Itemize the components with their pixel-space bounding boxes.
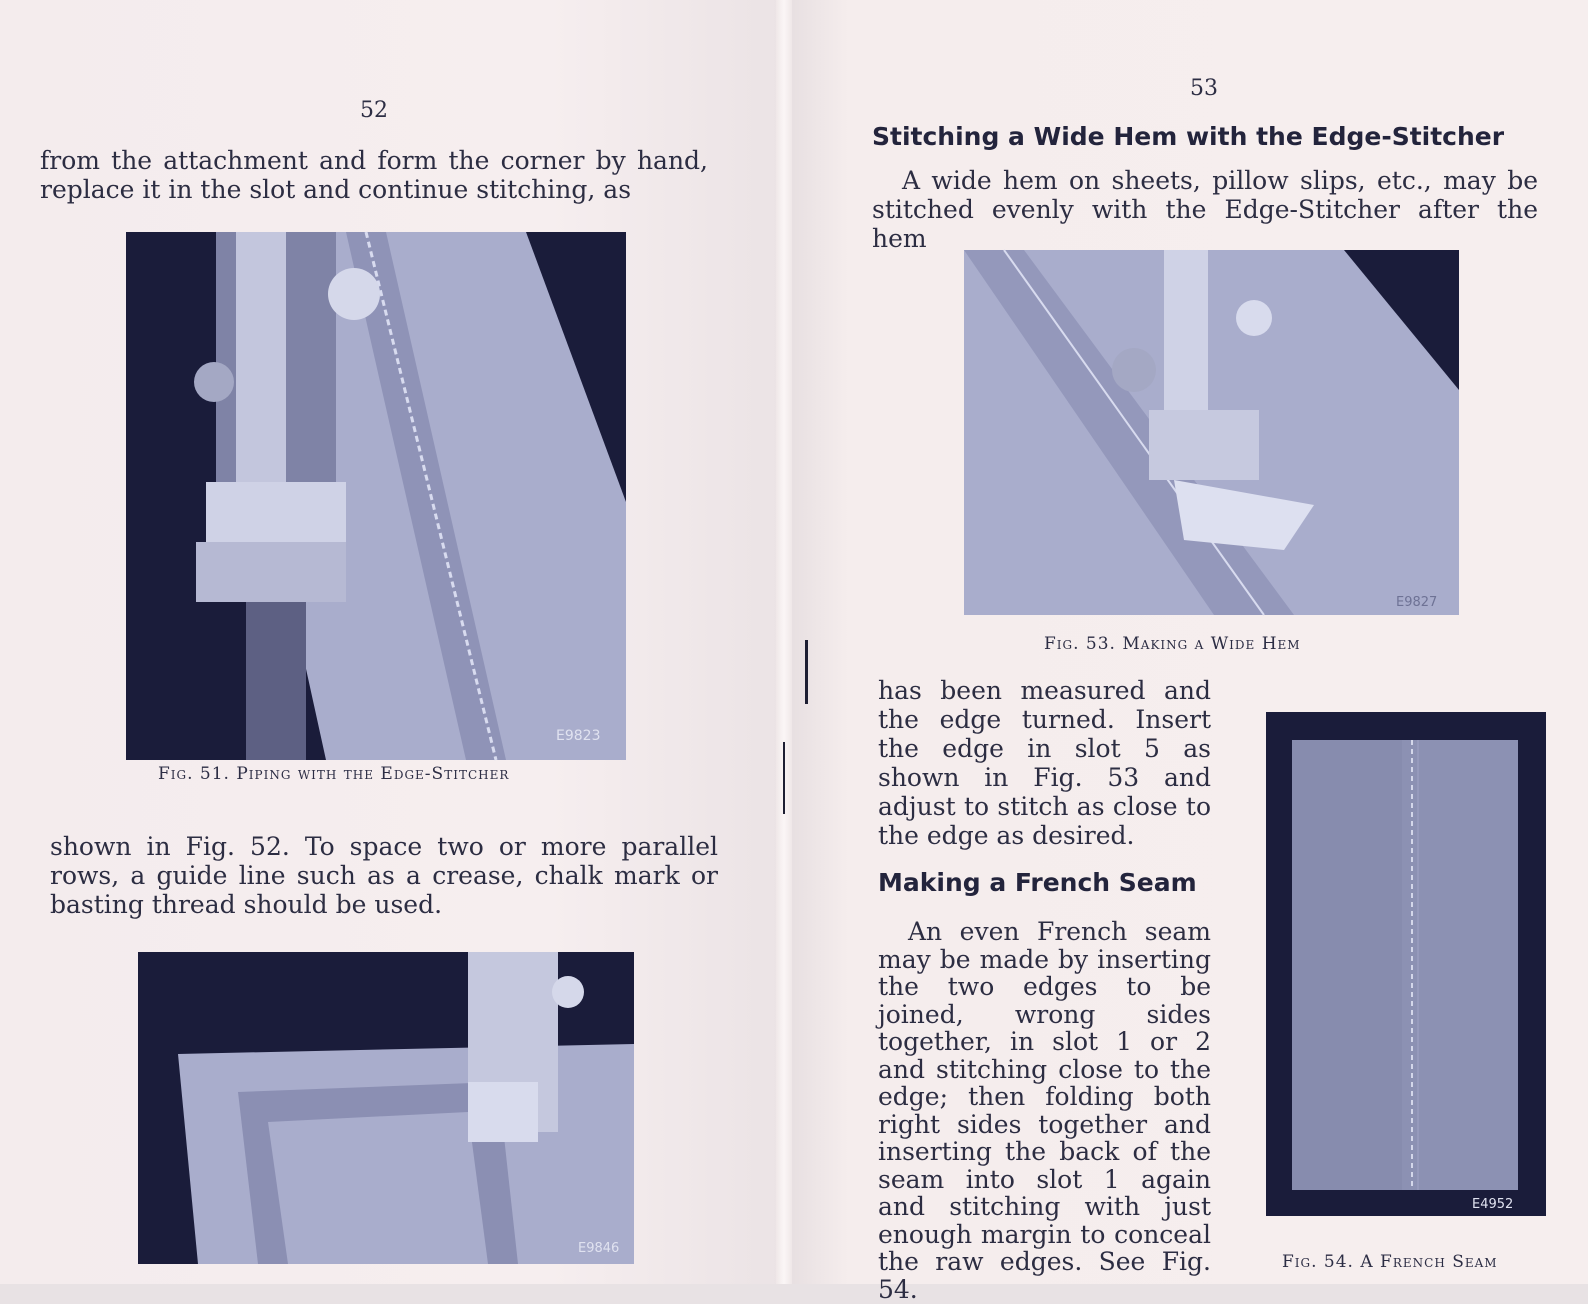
fig52-plate-id: E9846 <box>578 1241 620 1256</box>
fig54-plate-id: E4952 <box>1472 1197 1514 1212</box>
fig53-plate-id: E9827 <box>1396 595 1438 610</box>
book-gutter <box>776 0 792 1284</box>
margin-mark-upper <box>805 640 808 704</box>
fig51-caption: Fig. 51. Piping with the Edge-Stitcher <box>158 764 510 784</box>
margin-mark-lower <box>783 742 785 814</box>
left-paragraph-1: from the attachment and form the corner by hand, replace it in the slot and continue stitching, as <box>40 146 708 204</box>
page-number-right: 53 <box>1190 76 1218 101</box>
heading-french-seam: Making a French Seam <box>878 868 1197 897</box>
fig51-plate-id: E9823 <box>556 728 601 744</box>
left-paragraph-2: shown in Fig. 52. To space two or more parallel rows, a guide line such as a crease, chalk mark or basting thread should be used. <box>50 832 718 919</box>
page-number-left: 52 <box>360 98 388 123</box>
fig54-caption: Fig. 54. A French Seam <box>1282 1252 1498 1272</box>
right-paragraph-3: An even French seam may be made by inserting the two edges to be joined, wrong sides together, in slot 1 or 2 and stitching close to the edge; then folding both right sides together and inserting the back of the seam into slot 1 again and stitching with just enough margin to conceal the raw edges. See Fig. 54. <box>878 917 1211 1304</box>
fig51-photo <box>126 232 626 760</box>
fig52-photo <box>138 952 634 1264</box>
fig54-photo <box>1266 712 1546 1216</box>
right-paragraph-2: has been measured and the edge turned. Insert the edge in slot 5 as shown in Fig. 53 and adjust to stitch as close to the edge as desired. <box>878 676 1211 850</box>
heading-wide-hem: Stitching a Wide Hem with the Edge-Stitcher <box>872 122 1505 151</box>
right-paragraph-1: A wide hem on sheets, pillow slips, etc., may be stitched evenly with the Edge-Stitcher after the hem <box>872 166 1538 253</box>
fig53-caption: Fig. 53. Making a Wide Hem <box>1044 634 1301 654</box>
fig53-photo <box>964 250 1459 615</box>
